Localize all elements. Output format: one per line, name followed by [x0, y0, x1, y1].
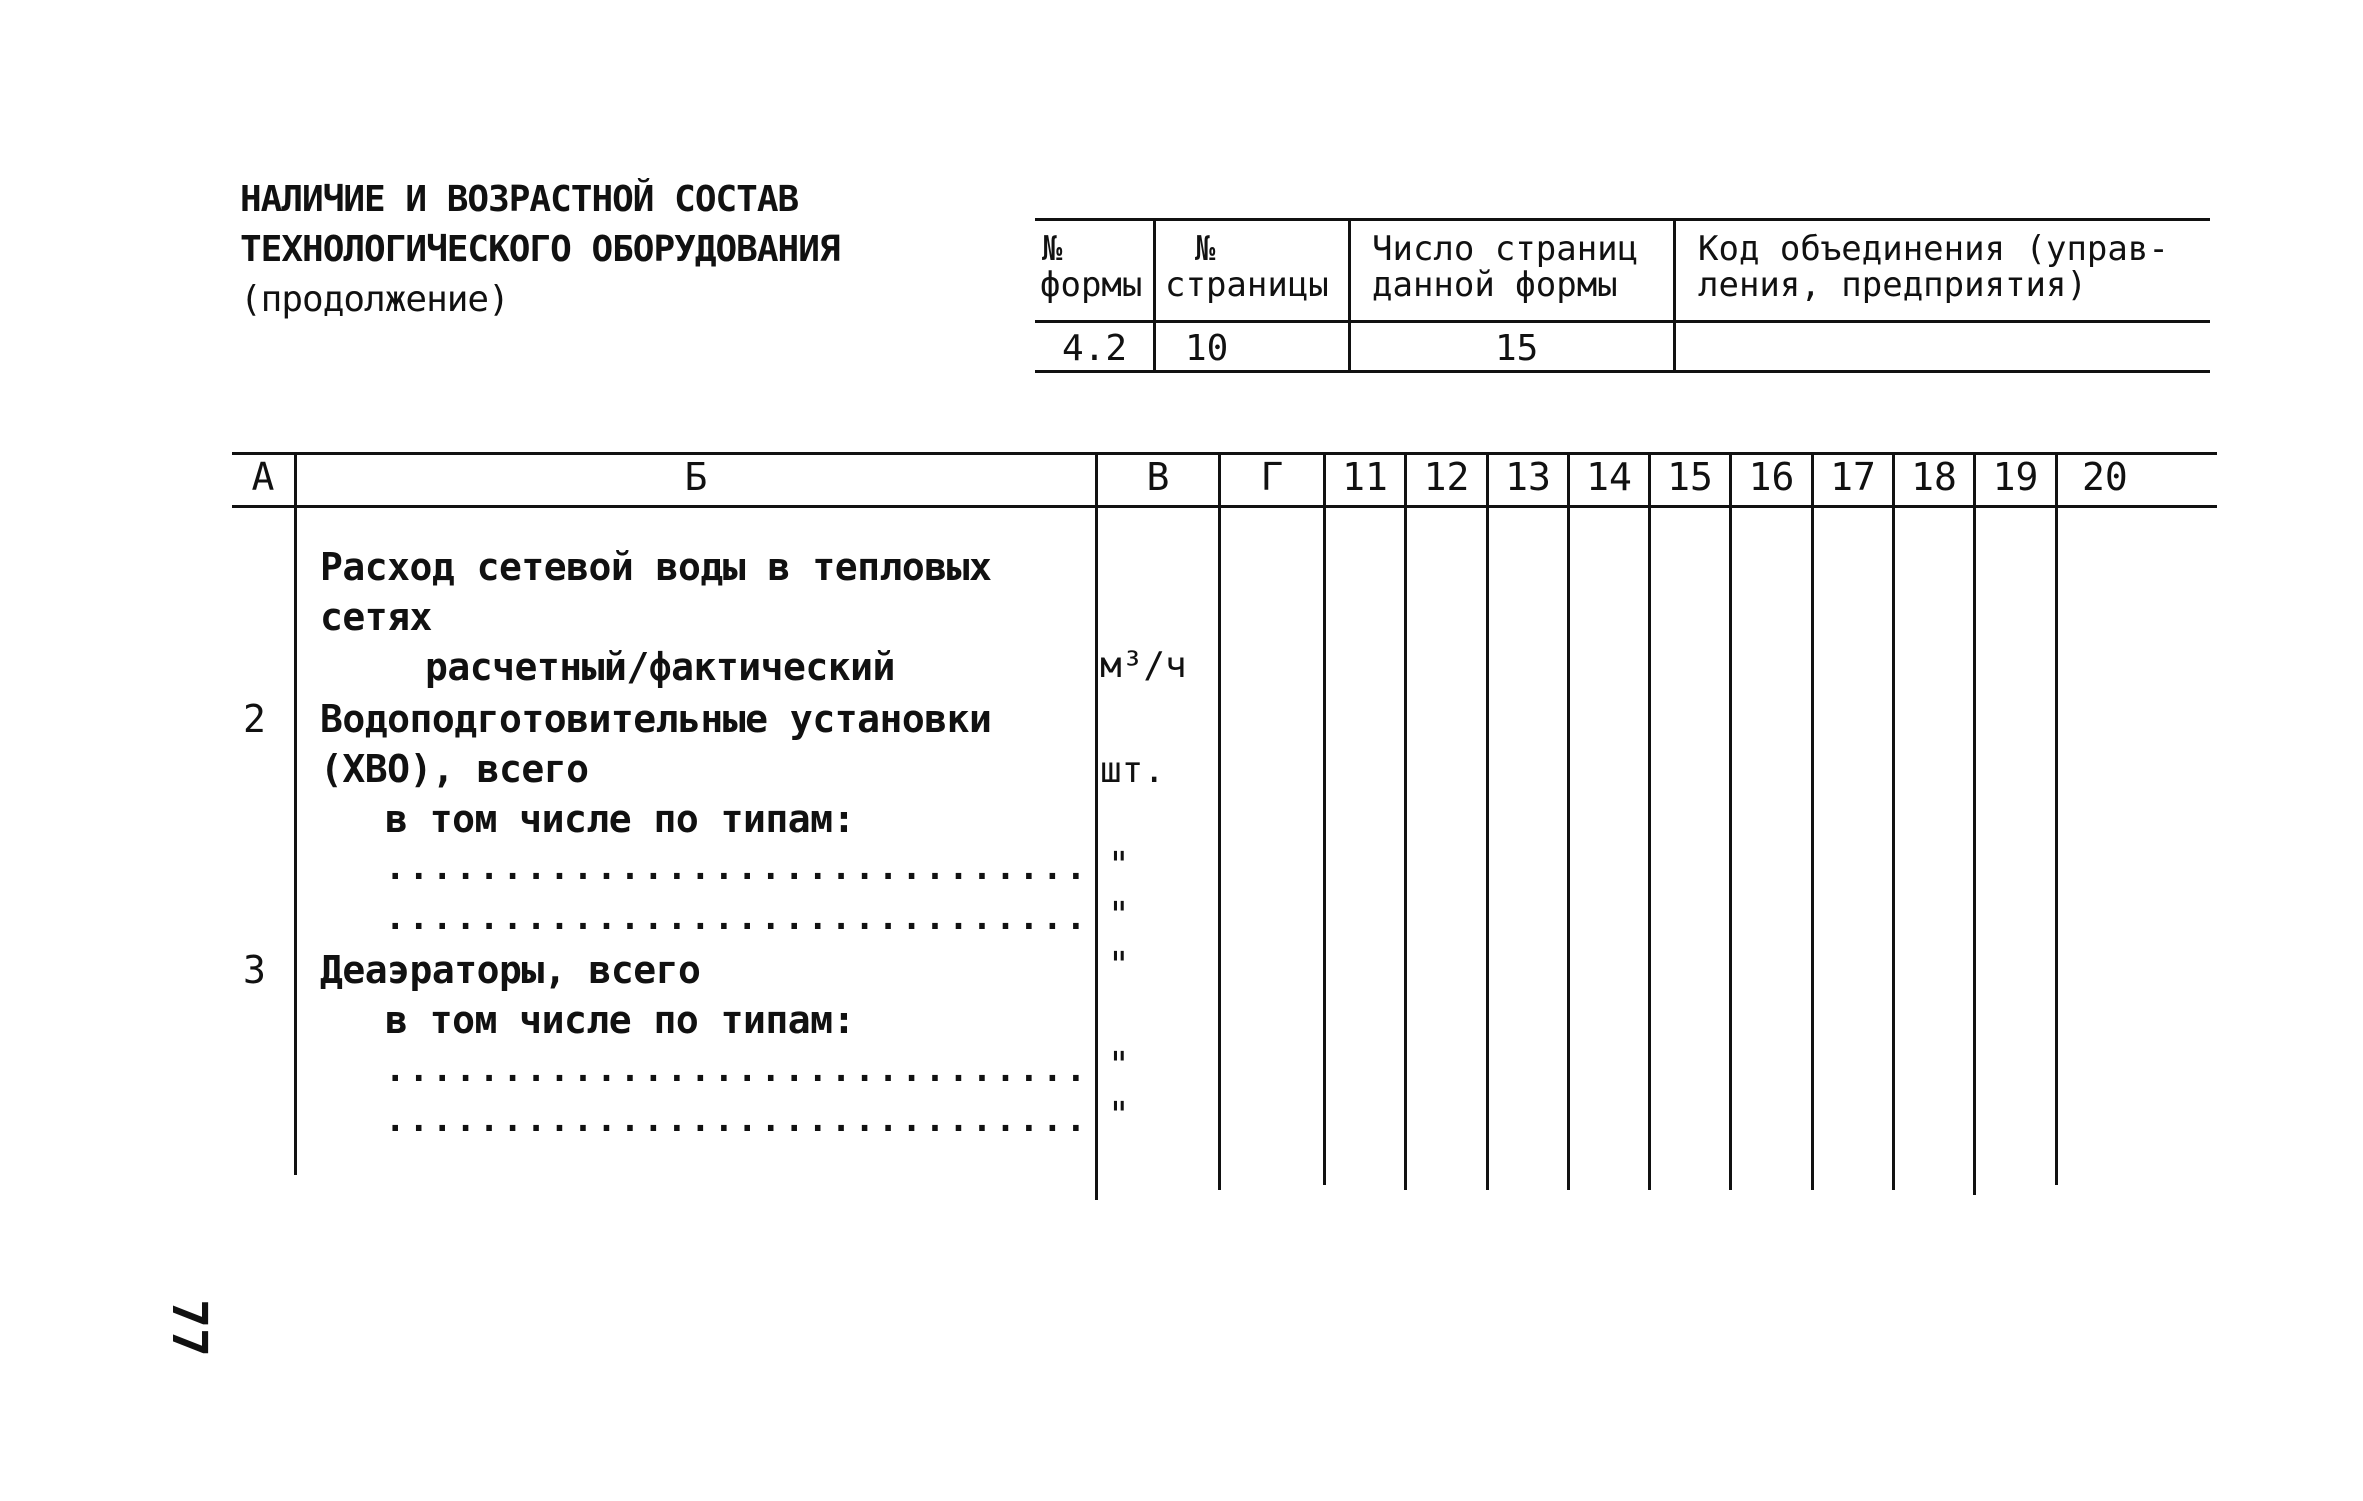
row-3-type-line-2-unit: " — [1108, 1095, 1130, 1136]
page-no-value: 10 — [1185, 328, 1229, 369]
page-number: 77 — [160, 1299, 217, 1357]
row-2-type-line-2: .............................. — [385, 898, 1090, 938]
form-no-label: формы — [1040, 265, 1143, 305]
row-2-subheading: в том числе по типам: — [385, 797, 855, 841]
column-header-19: 19 — [1992, 455, 2039, 499]
form-no-value: 4.2 — [1062, 328, 1128, 369]
column-header-12: 12 — [1423, 455, 1470, 499]
row-3-type-line-1: .............................. — [385, 1050, 1090, 1090]
column-header-16: 16 — [1748, 455, 1795, 499]
page-no-label-symbol: № — [1195, 229, 1216, 269]
row-3-subheading: в том числе по типам: — [385, 998, 855, 1042]
column-header-20: 20 — [2082, 455, 2128, 499]
pages-count-label-line-2: данной формы — [1372, 265, 1618, 305]
pages-count-label-line-1: Число страниц — [1372, 229, 1639, 269]
row-2-number: 2 — [243, 697, 266, 741]
row-2-type-line-1: .............................. — [385, 848, 1090, 888]
column-header-11: 11 — [1342, 455, 1388, 499]
row-2-unit: шт. — [1100, 750, 1166, 791]
column-header-g: Г — [1260, 455, 1284, 499]
row-3-unit: " — [1108, 945, 1130, 986]
column-header-14: 14 — [1586, 455, 1632, 499]
row-3-number: 3 — [243, 948, 266, 992]
column-header-18: 18 — [1911, 455, 1957, 499]
column-header-b: Б — [684, 455, 708, 499]
column-header-17: 17 — [1830, 455, 1876, 499]
row-3-type-line-1-unit: " — [1108, 1045, 1130, 1086]
document-title-line-2: ТЕХНОЛОГИЧЕСКОГО ОБОРУДОВАНИЯ — [240, 229, 840, 270]
row-1-text-line-3: расчетный/фактический — [425, 645, 895, 689]
column-header-a: А — [251, 455, 275, 499]
page-no-label: страницы — [1165, 265, 1329, 305]
row-2-type-line-1-unit: " — [1108, 845, 1130, 886]
row-2-text-line-1: Водоподготовительные установки — [320, 697, 992, 741]
row-1-text-line-1: Расход сетевой воды в тепловых — [320, 545, 992, 589]
row-1-text-line-2: сетях — [320, 595, 432, 639]
row-1-unit: м³/ч — [1100, 645, 1187, 686]
pages-count-value: 15 — [1495, 328, 1539, 369]
row-3-type-line-2: .............................. — [385, 1100, 1090, 1140]
org-code-label-line-2: ления, предприятия) — [1698, 265, 2087, 305]
org-code-label-line-1: Код объединения (управ- — [1698, 229, 2169, 269]
column-header-13: 13 — [1505, 455, 1551, 499]
row-2-text-line-2: (ХВО), всего — [320, 747, 589, 791]
row-2-type-line-2-unit: " — [1108, 895, 1130, 936]
document-title-line-3: (продолжение) — [240, 279, 509, 320]
column-header-v: В — [1146, 455, 1170, 499]
column-header-15: 15 — [1667, 455, 1713, 499]
form-no-label-symbol: № — [1042, 229, 1063, 269]
row-3-text-line-1: Деаэраторы, всего — [320, 948, 701, 992]
document-title-line-1: НАЛИЧИЕ И ВОЗРАСТНОЙ СОСТАВ — [240, 179, 799, 220]
